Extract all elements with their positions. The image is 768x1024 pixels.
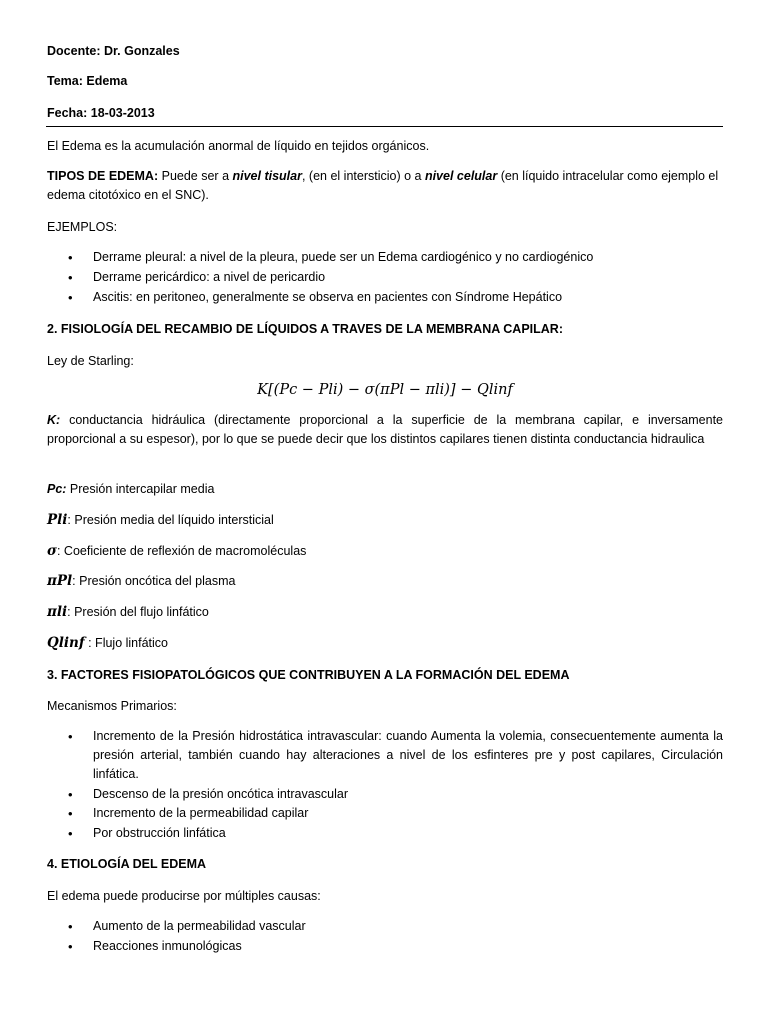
symbol: σ [47, 543, 57, 559]
definition-text: Presión intercapilar media [66, 482, 215, 496]
symbol: Pc: [47, 482, 67, 496]
definition-qlinf [47, 634, 723, 653]
symbol: Qlinf [47, 635, 85, 651]
bullet-icon: • [68, 826, 73, 841]
tipos-text-1: Puede ser a [161, 169, 233, 183]
section-3-title: 3. FACTORES FISIOPATOLÓGICOS QUE CONTRIBUYEN A LA FORMACIÓN DEL EDEMA [47, 668, 570, 682]
docente-line: Docente: Dr. Gonzales [47, 44, 180, 58]
bullet-icon: • [68, 939, 73, 954]
section-4-title: 4. ETIOLOGÍA DEL EDEMA [47, 857, 207, 871]
bullet-icon: • [68, 787, 73, 802]
list-item: Derrame pericárdico: a nivel de pericardio [93, 270, 326, 284]
ejemplos-title: EJEMPLOS: [47, 220, 118, 234]
starling-formula: K[(Pc − Pli) − σ(πPl − πli)] − Qlinf [257, 382, 513, 398]
definition-pli [47, 511, 723, 530]
tipos-paragraph [47, 167, 723, 205]
definition-pi-li [47, 603, 723, 622]
bullet-icon: • [68, 250, 73, 265]
list-item: Incremento de la Presión hidrostática intravascular: cuando Aumenta la volemia, consecuentemente aumenta la presión arterial, también cuando hay alteraciones a nivel de los esfinteres pre y post capilares, Circulación linfática. [93, 729, 723, 781]
list-item: Descenso de la presión oncótica intravascular [93, 787, 348, 801]
tipos-text-3: (en líquido intracelular como ejemplo el edema citotóxico en el SNC). [47, 169, 719, 202]
symbol: Pli [47, 512, 68, 528]
section-2-title: 2. FISIOLOGÍA DEL RECAMBIO DE LÍQUIDOS A TRAVES DE LA MEMBRANA CAPILAR: [47, 322, 563, 336]
tema-line: Tema: Edema [47, 74, 128, 88]
ley-starling-label: Ley de Starling: [47, 354, 134, 368]
header-divider [46, 126, 723, 127]
symbol: πPl [47, 573, 73, 589]
bullet-icon: • [68, 729, 73, 744]
bullet-icon: • [68, 919, 73, 934]
definition-text: : Coeficiente de reflexión de macromoléculas [56, 544, 307, 558]
list-item: Por obstrucción linfática [93, 826, 226, 840]
definition-pi-pl [47, 572, 723, 591]
bullet-icon: • [68, 806, 73, 821]
definition-text: : Flujo linfático [84, 636, 169, 650]
k-definition [47, 411, 723, 449]
section-4-intro: El edema puede producirse por múltiples causas: [47, 889, 321, 903]
list-item: Derrame pleural: a nivel de la pleura, puede ser un Edema cardiogénico y no cardiogénico [93, 250, 594, 264]
intro-paragraph: El Edema es la acumulación anormal de líquido en tejidos orgánicos. [47, 139, 430, 153]
definition-sigma [47, 542, 723, 561]
list-item: Incremento de la permeabilidad capilar [93, 806, 309, 820]
k-text: conductancia hidráulica (directamente proporcional a la superficie de la membrana capilar, e inversamente proporcional a su espesor), por lo que se puede decir que los distintos capilares tienen distinta conductancia hidraulica [47, 413, 723, 446]
mecanismos-primarios-label: Mecanismos Primarios: [47, 699, 177, 713]
list-item: Aumento de la permeabilidad vascular [93, 919, 306, 933]
tipos-text-2: , (en el intersticio) o a [301, 169, 425, 183]
bullet-icon: • [68, 270, 73, 285]
nivel-tisular: nivel tisular [232, 169, 302, 183]
bullet-icon: • [68, 290, 73, 305]
definition-pc [47, 480, 723, 499]
list-item: Reacciones inmunológicas [93, 939, 242, 953]
symbol: πli [47, 604, 68, 620]
definition-text: : Presión media del líquido intersticial [67, 513, 274, 527]
fecha-line: Fecha: 18-03-2013 [47, 106, 155, 120]
list-item: Ascitis: en peritoneo, generalmente se observa en pacientes con Síndrome Hepático [93, 290, 563, 304]
definition-text: : Presión del flujo linfático [67, 605, 209, 619]
k-symbol: K: [47, 413, 61, 427]
tipos-label: TIPOS DE EDEMA: [47, 169, 159, 183]
nivel-celular: nivel celular [424, 169, 498, 183]
definition-text: : Presión oncótica del plasma [72, 574, 236, 588]
